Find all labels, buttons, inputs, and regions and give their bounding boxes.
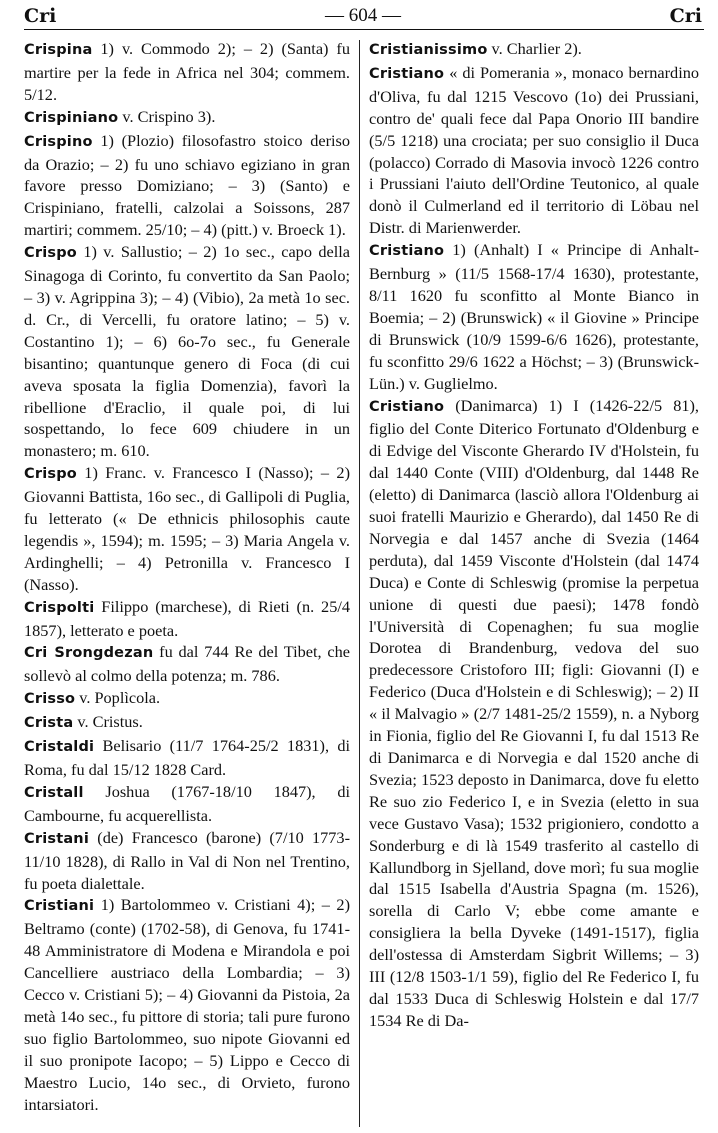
entry-text: (de) Francesco (barone) (7/10 1773-11/10 1828), di Rallo in Val di Non nel Trentino, fu poeta dialettale. [24, 827, 350, 893]
entry-headword: Crispolti [24, 599, 95, 616]
entry-text: Filippo (marchese), di Rieti (n. 25/4 1857), letterato e poeta. [24, 596, 350, 640]
entry-text: 1) Franc. v. Francesco I (Nasso); – 2) Giovanni Battista, 16o sec., di Gallipoli di Puglia, fu letterato (« De ethnicis philosophis caute legendis », 1594); m. 1595; – 3) Maria Angela v. Ardinghelli; – 4) Petronilla v. Francesco I (Nasso). [24, 463, 350, 594]
entry-text: « di Pomerania », monaco bernardino d'Oliva, fu dal 1215 Vescovo (1o) dei Prussiani, contro de' quali fece dal Papa Onorio III bandire (5/5 1218) una crociata; per suo consiglio il Duca (polacco) Corrado di Masovia invocò 1226 contro i Prussiani l'aiuto dell'Ordine Teutonico, al quale donò il Culmerland ed il territorio di Löbau nel Distr. di Marienwerder. [369, 62, 699, 238]
entry-text: v. Poplìcola. [75, 688, 161, 708]
dictionary-entry [369, 395, 699, 1032]
dictionary-entry [369, 239, 699, 394]
entry-text: v. Cristus. [73, 712, 143, 732]
entry-headword: Cristaldi [24, 739, 95, 756]
entry-text: Joshua (1767-18/10 1847), di Cambourne, fu acquerellista. [24, 781, 350, 825]
entry-headword: Crisso [24, 691, 76, 708]
dictionary-entry [24, 241, 350, 462]
dictionary-entry [24, 38, 350, 106]
dictionary-entry [24, 711, 350, 735]
entry-text: 1) (Plozio) filosofastro stoico deriso da Orazio; – 2) fu uno schiavo egiziano in gran favore presso Domiziano; – 3) (Santo) e Crispiniano, fratelli, calzolai a Soissons, 287 martiri; commem. 25/10; – 4) (pitt.) v. Broeck 1). [24, 130, 350, 240]
header-rule [24, 29, 704, 30]
entry-headword: Crispino [24, 133, 93, 150]
dictionary-entry [24, 827, 350, 895]
entry-headword: Cristianissimo [369, 42, 488, 58]
entry-text: 1) (Anhalt) I « Principe di Anhalt-Bernburg » (11/5 1568-17/4 1630), protestante, 8/11 1620 fu sconfitto al Monte Bianco in Boemia; – 2) (Brunswick) « il Giovine » Principe di Brunswick (10/9 1599-6/6 1626), protestante, fu sconfitto 29/6 1622 a Höchst; – 3) (Brunswick-Lün.) v. Guglielmo. [369, 240, 699, 393]
dictionary-entry [24, 462, 350, 595]
entry-headword: Crispiniano [24, 109, 119, 126]
entry-text: 1) v. Sallustio; – 2) 1o sec., capo della Sinagoga di Corinto, fu convertito da San Paolo; – 3) v. Agrippina 3); – 4) (Vibio), 2a metà 1o sec. d. Cr., di Vercelli, fu oratore latino; – 5) v. Costantino 1); – 6) 6o-7o sec., fu Generale bisantino; quantunque genero di Foca (di cui aveva sposata la figlia Domenzia), favorì la ribellione d'Eraclio, il quale poi, di lui sospettando, lo fece 609 chiudere in un monastero; m. 610. [24, 242, 350, 461]
entry-text: 1) Bartolommeo v. Cristiani 4); – 2) Beltramo (conte) (1702-58), di Genova, fu 1741-48 Amministratore di Modena e Mirandola e poi Cancelliere austriaco della Lombardia; – 3) Cecco v. Cristiani 5); – 4) Giovanni da Pistoia, 2a metà 14o sec., fu pittore di storia; tali pure furono suo figlio Bartolommeo, suo nipote Giovanni ed il suo pronipote Iacopo; – 5) Lippo e Cecco di Maestro Lucio, 14o sec., di Orvieto, furono intarsiatori. [24, 895, 350, 1114]
entry-text: 1) v. Commodo 2); – 2) (Santa) fu martire per la fede in Africa nel 304; commem. 5/12. [24, 39, 350, 104]
column-divider [359, 40, 360, 1127]
header-left-guide: Cri [24, 5, 57, 27]
header-right-guide: Cri [669, 5, 702, 27]
right-column [369, 38, 699, 1032]
dictionary-entry [24, 735, 350, 781]
page-header [24, 6, 702, 26]
entry-text: v. Charlier 2). [487, 39, 582, 58]
entry-headword: Cristiano [369, 398, 445, 415]
dictionary-entry [369, 62, 699, 239]
dictionary-entry [24, 596, 350, 642]
entry-headword: Cristani [24, 830, 90, 847]
entry-headword: Crispo [24, 245, 77, 262]
page-number: — 604 — [325, 5, 401, 26]
dictionary-entry [24, 641, 350, 687]
entry-headword: Cristiano [369, 65, 445, 82]
dictionary-entry [24, 687, 350, 711]
left-column [24, 38, 350, 1116]
entry-text: (Danimarca) 1) I (1426-22/5 81), figlio del Conte Diterico Fortunato d'Oldenburg e di Edvige del Visconte Gherardo IV d'Holstein, fu dal 1440 Conte (VIII) d'Oldenburg, dal 1448 Re (eletto) di Danimarca (lasciò allora l'Oldenburg ai suoi fratelli Maurizio e Gherardo), dal 1450 Re di Norvegia e dal 1457 anche di Svezia (1464 perduta), dal 1459 Visconte d'Holstein (dal 1474 Duca) e Conte di Schleswig (promise la perpetua unione di questi due paesi); 1478 fondò l'Università di Copenaghen; fu sua moglie Dorotea di Brandenburg, vedova del suo predecessore Cristoforo III; figli: Giovanni (I) e Federico (Duca d'Holstein e di Schleswig); – 2) II « il Malvagio » (2/7 1481-25/2 1559), n. a Nyborg in Fionia, figlio del Re Giovanni I, fu dal 1513 Re di Danimarca e di Norvegia e dal 1520 anche di Svezia; 1523 deposto in Danimarca, dove fu eletto Re suo zio Federico I, e in Svezia (eletto in sua vece Gustavo Vasa); 1532 prigioniero, condotto a Sonderburg e di là 1549 trasferito al castello di Kallundborg in Sjelland, dove morì; fu sua moglie dal 1515 Isabella d'Austria Spagna (m. 1526), sorella di Carlo V; ebbe come amante e consigliera la bella Dyveke (1491-1517), figlia dell'ostessa di Amsterdam Sigbrit Willems; – 3) III (12/8 1503-1/1 59), figlio del Re Federico I, fu dal 1533 Duca di Schleswig Holstein e dal 17/7 1534 Re di Da- [369, 395, 699, 1030]
dictionary-entry [24, 781, 350, 827]
entry-text: fu dal 744 Re del Tibet, che sollevò al colmo della potenza; m. 786. [24, 642, 351, 686]
entry-headword: Cristiano [369, 243, 445, 260]
entry-headword: Crispina [24, 42, 93, 58]
entry-text: Belisario (11/7 1764-25/2 1831), di Roma, fu dal 15/12 1828 Card. [24, 736, 350, 779]
dictionary-entry [24, 130, 350, 242]
entry-headword: Cri Srongdezan [24, 645, 154, 662]
entry-headword: Cristiani [24, 898, 95, 915]
entry-headword: Crista [24, 715, 74, 732]
dictionary-entry [369, 38, 699, 62]
entry-headword: Cristall [24, 784, 84, 801]
dictionary-entry [24, 894, 350, 1115]
entry-text: v. Crispino 3). [118, 106, 216, 126]
entry-headword: Crispo [24, 466, 77, 483]
dictionary-entry [24, 106, 350, 130]
